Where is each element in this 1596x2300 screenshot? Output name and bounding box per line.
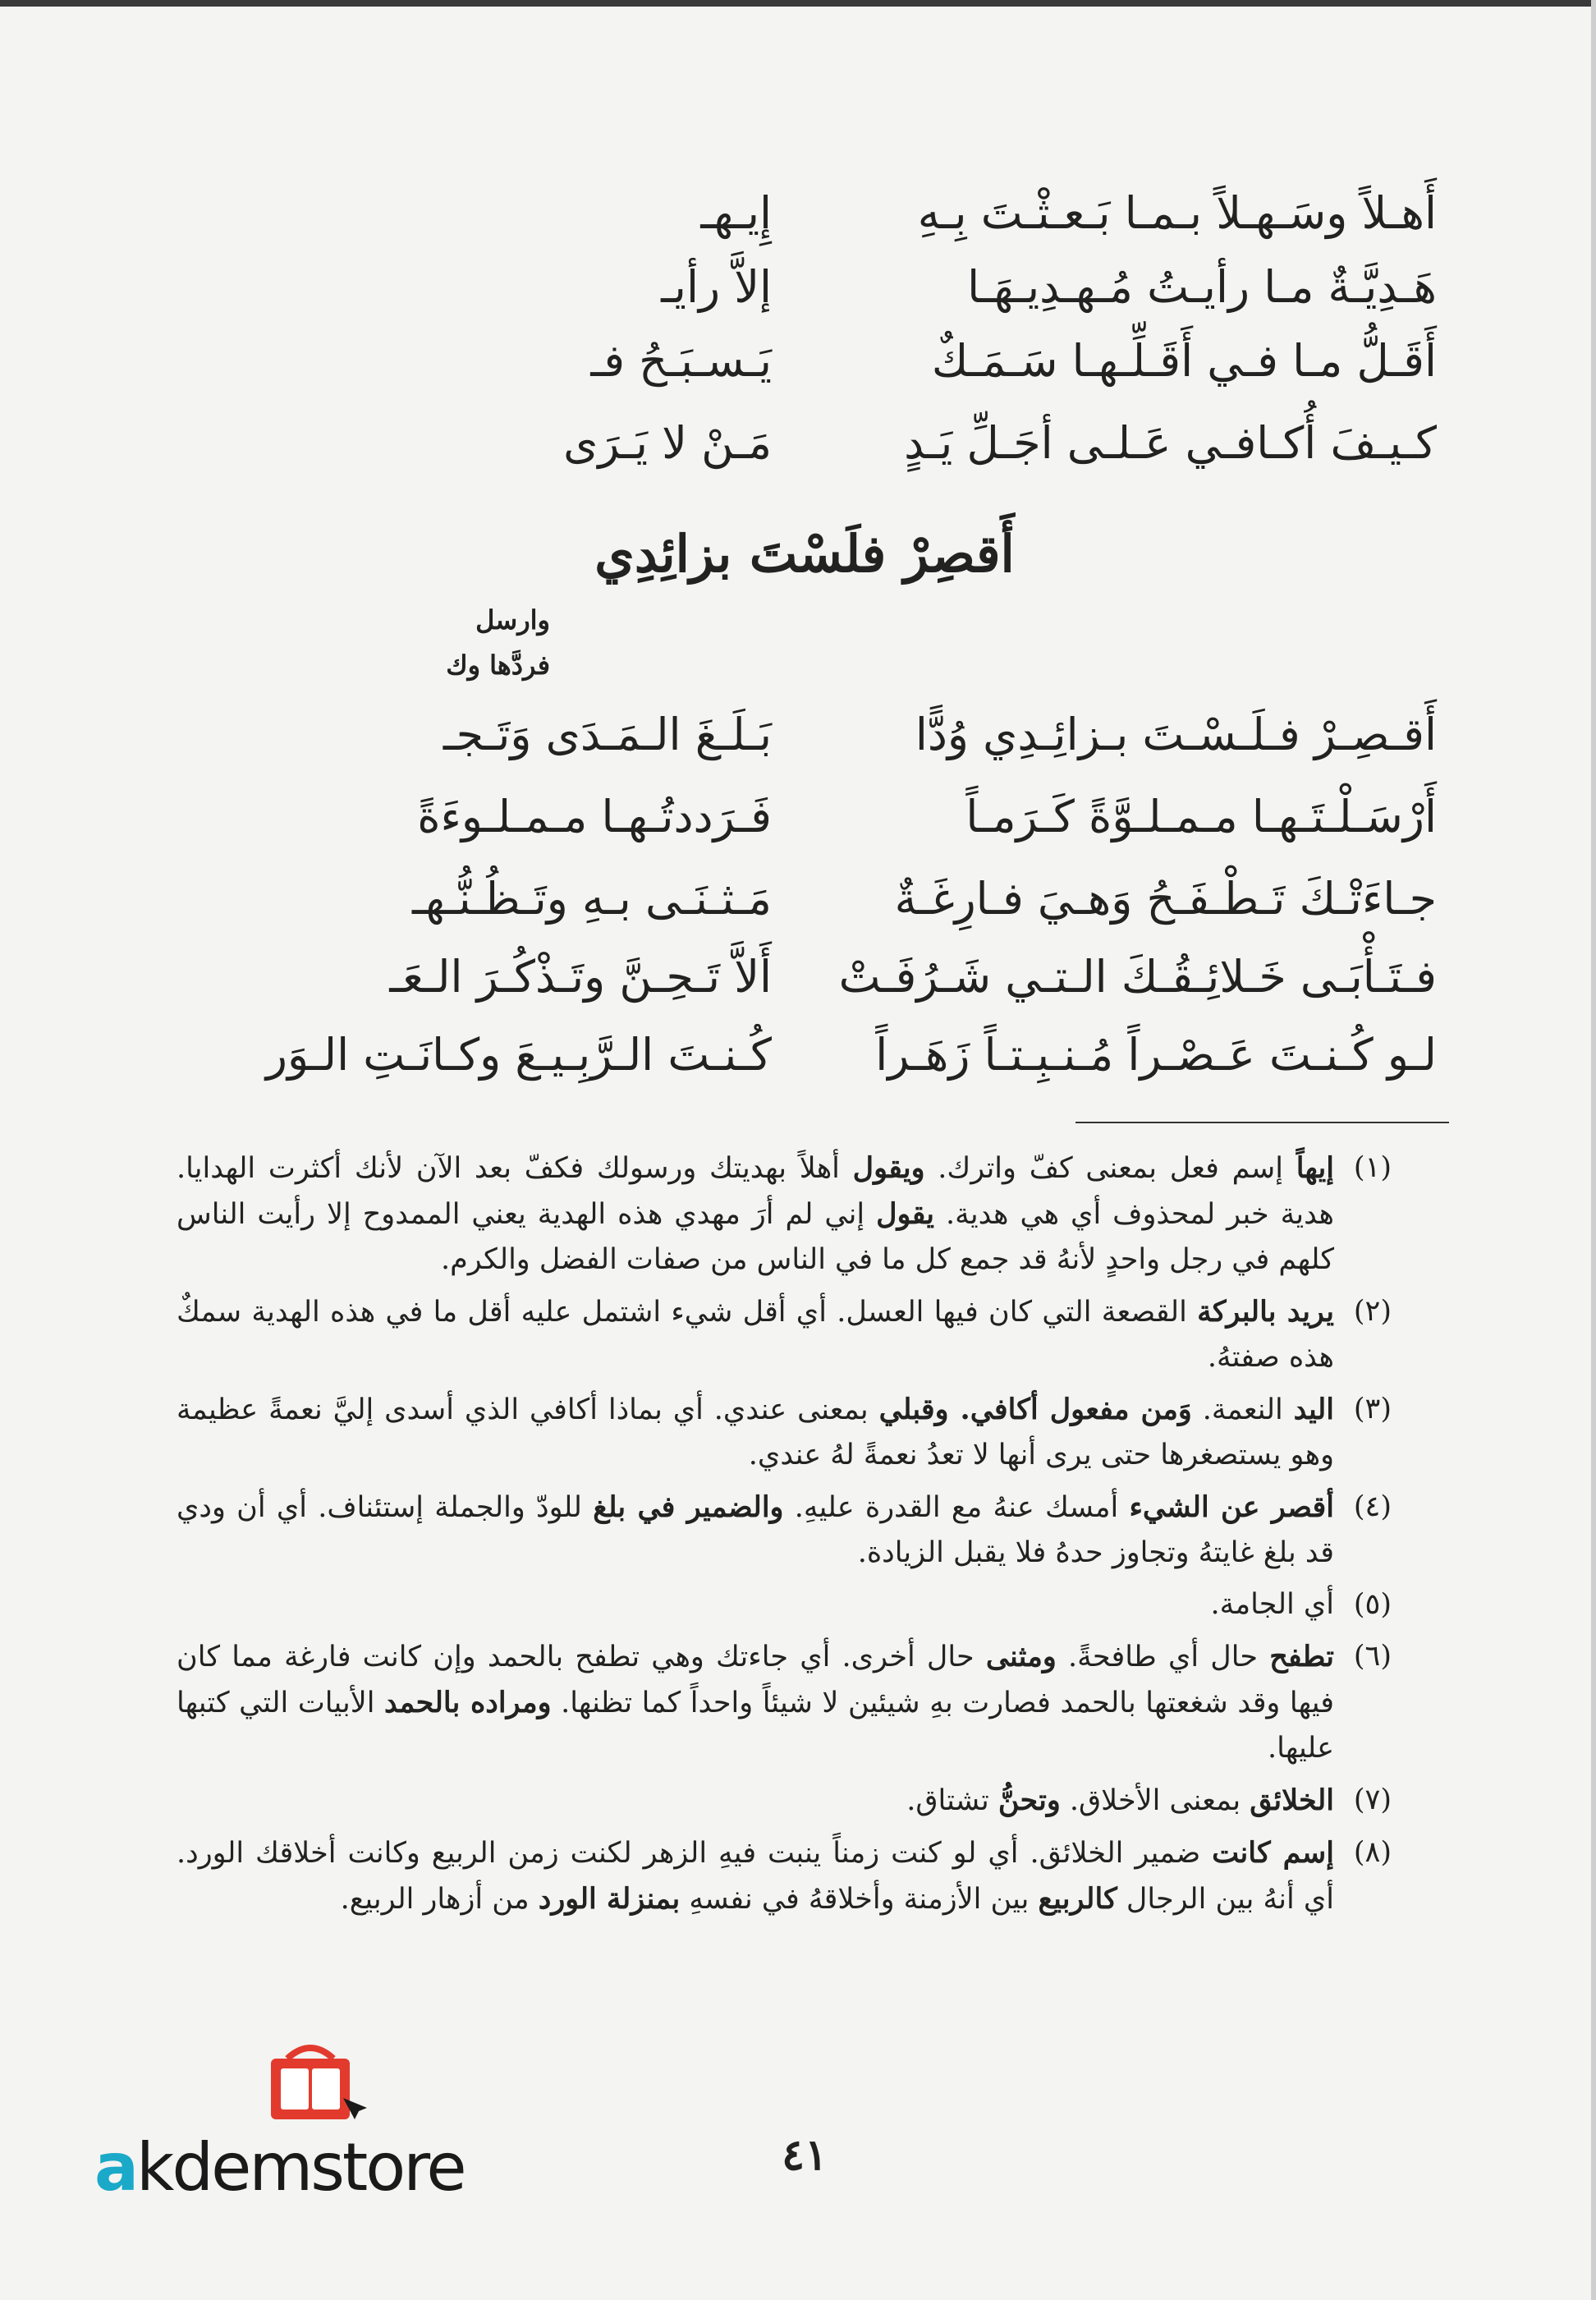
scan-top-edge (0, 0, 1596, 7)
scan-right-edge (1591, 0, 1596, 2300)
footnote (177, 1145, 1392, 1283)
book-cart-icon (263, 2041, 369, 2131)
verse-3-second-hemistich: يَـسـبَـحُ فـ (590, 335, 772, 387)
logo-letter-a: a (94, 2129, 136, 2206)
footnote-number: (٥) (1353, 1588, 1392, 1621)
footnote-number: (٤) (1353, 1490, 1392, 1523)
footnote (177, 1582, 1392, 1627)
footnote-text: أي الجامة. (1210, 1588, 1334, 1621)
verse-4-first-hemistich: كـيـفَ أُكـافـي عَـلـى أجَـلِّ يَـدٍ (904, 417, 1437, 469)
footnote-number: (١) (1353, 1151, 1392, 1184)
footnote-number: (٨) (1353, 1836, 1392, 1869)
footnote (177, 1289, 1392, 1380)
footnote-text: تطفح حال أي طافحةً. ومثنى حال أخرى. أي جاءتك وهي تطفح بالحمد وإن كانت فارغة مما كان فيها وقد شغعتها بالحمد فصارت بهِ شيئين لا شيئاً واحداً كما تظنها. ومراده بالحمد الأبيات التي كتبها عليها. (177, 1640, 1334, 1765)
footnote (177, 1387, 1392, 1478)
footnote-text: إسم كانت ضمير الخلائق. أي لو كنت زمناً ينبت فيهِ الزهر لكنت زمن الربيع وكانت أخلاقك الورد. أي أنهُ بين الرجال كالربيع بين الأزمنة وأخلاقهُ في نفسهِ بمنزلة الورد من أزهار الربيع. (177, 1836, 1334, 1916)
footnote-number: (٣) (1353, 1393, 1392, 1425)
footnote (177, 1778, 1392, 1824)
verse-6-second-hemistich: فَـرَددتُـهـا مـمـلـوءَةً (417, 791, 772, 842)
footnote-separator (1075, 1122, 1449, 1123)
verse-7-second-hemistich: مَـثـنَـى بـهِ وتَـظُـنُّـهـ (412, 873, 772, 925)
footnote-number: (٧) (1353, 1784, 1392, 1816)
verse-8-first-hemistich: فـتَـأْبَـى خَـلائِـقُـكَ الـتـي شَـرُفَـتْ (838, 951, 1437, 1003)
marginal-gloss-1: وارسل (475, 604, 550, 636)
marginal-gloss-2: فردَّها وك (446, 650, 550, 681)
footnote (177, 1485, 1392, 1576)
verse-5-second-hemistich: بَـلَـغَ الـمَـدَى وَتَـجـ (443, 709, 772, 760)
footnote-text: اليد النعمة. وَمن مفعول أكافي. وقبلي بمعنى عندي. أي بماذا أكافي الذي أسدى إليَّ نعمةً عظيمة وهو يستصغرها حتى يرى أنها لا تعدُ نعمةً لهُ عندي. (177, 1393, 1334, 1471)
logo-name: kdemstore (135, 2129, 465, 2206)
verse-3-first-hemistich: أَقَـلُّ مـا فـي أَقَـلِّـهـا سَـمَـكٌ (931, 335, 1437, 387)
footnote-number: (٢) (1353, 1295, 1392, 1328)
verse-9-first-hemistich: لـو كُـنـتَ عَـصْـراً مُـنـبِـتـاً زَهَـراً (875, 1029, 1437, 1081)
footnotes (177, 1145, 1392, 1929)
verse-2-first-hemistich: هَـدِيَّـةٌ مـا رأيـتُ مُـهـدِيـهَـا (967, 261, 1437, 313)
footnote-text: يريد بالبركة القصعة التي كان فيها العسل. أي أقل شيء اشتمل عليه أقل ما في هذه الهدية سمكٌ هذه صفتهُ. (177, 1295, 1334, 1374)
verse-2-second-hemistich: إلاَّ رأيـ (661, 261, 772, 313)
verse-9-second-hemistich: كُـنـتَ الـرَّبِـيـعَ وكـانَـتِ الـوَر (265, 1029, 772, 1081)
verse-6-first-hemistich: أَرْسَـلْـتَـهـا مـمـلـوَّةً كَـرَمـاً (965, 791, 1437, 842)
footnote (177, 1634, 1392, 1771)
verse-8-second-hemistich: أَلاَّ تَـحِـنَّ وتَـذْكُـرَ الـعَـ (389, 951, 772, 1003)
footnote-text: الخلائق بمعنى الأخلاق. وتحنُّ تشتاق. (906, 1784, 1334, 1817)
verse-4-second-hemistich: مَـنْ لا يَـرَى (563, 417, 772, 469)
footnote-number: (٦) (1353, 1640, 1392, 1673)
footnote-text: أقصر عن الشيء أمسك عنهُ مع القدرة عليهِ. والضمير في بلغ للودّ والجملة إستئناف. أي أن ودي قد بلغ غايتهُ وتجاوز حدهُ فلا يقبل الزيادة. (177, 1490, 1334, 1569)
logo-wordmark (94, 2129, 521, 2206)
footnote-text: إيهاً إسم فعل بمعنى كفّ واترك. ويقول أهلاً بهديتك ورسولك فكفّ بعد الآن لأنك أكثرت الهدايا. هدية خبر لمحذوف أي هي هدية. يقول إني لم أرَ مهدي هذه الهدية يعني الممدوح إلا رأيت الناس كلهم في رجل واحدٍ لأنهُ قد جمع كل ما في الناس من صفات الفضل والكرم. (177, 1151, 1335, 1276)
verse-1-second-hemistich: إِيـهـ (700, 187, 772, 239)
verse-5-first-hemistich: أَقـصِـرْ فـلَـسْـتَ بـزائِـدِي وُدًّا (915, 709, 1437, 760)
verse-7-first-hemistich: جـاءَتْـكَ تَـطْـفَـحُ وَهـيَ فـارِغَـةٌ (894, 873, 1437, 925)
store-logo (94, 2041, 521, 2205)
footnote (177, 1830, 1392, 1922)
page-number: ٤١ (782, 2130, 828, 2180)
poem-title: أَقصِرْ فلَسْتَ بزائِدِي (594, 524, 1015, 584)
verse-1-first-hemistich: أَهـلاً وسَـهـلاً بـمـا بَـعـثْـتَ بِـهِ (917, 187, 1437, 239)
